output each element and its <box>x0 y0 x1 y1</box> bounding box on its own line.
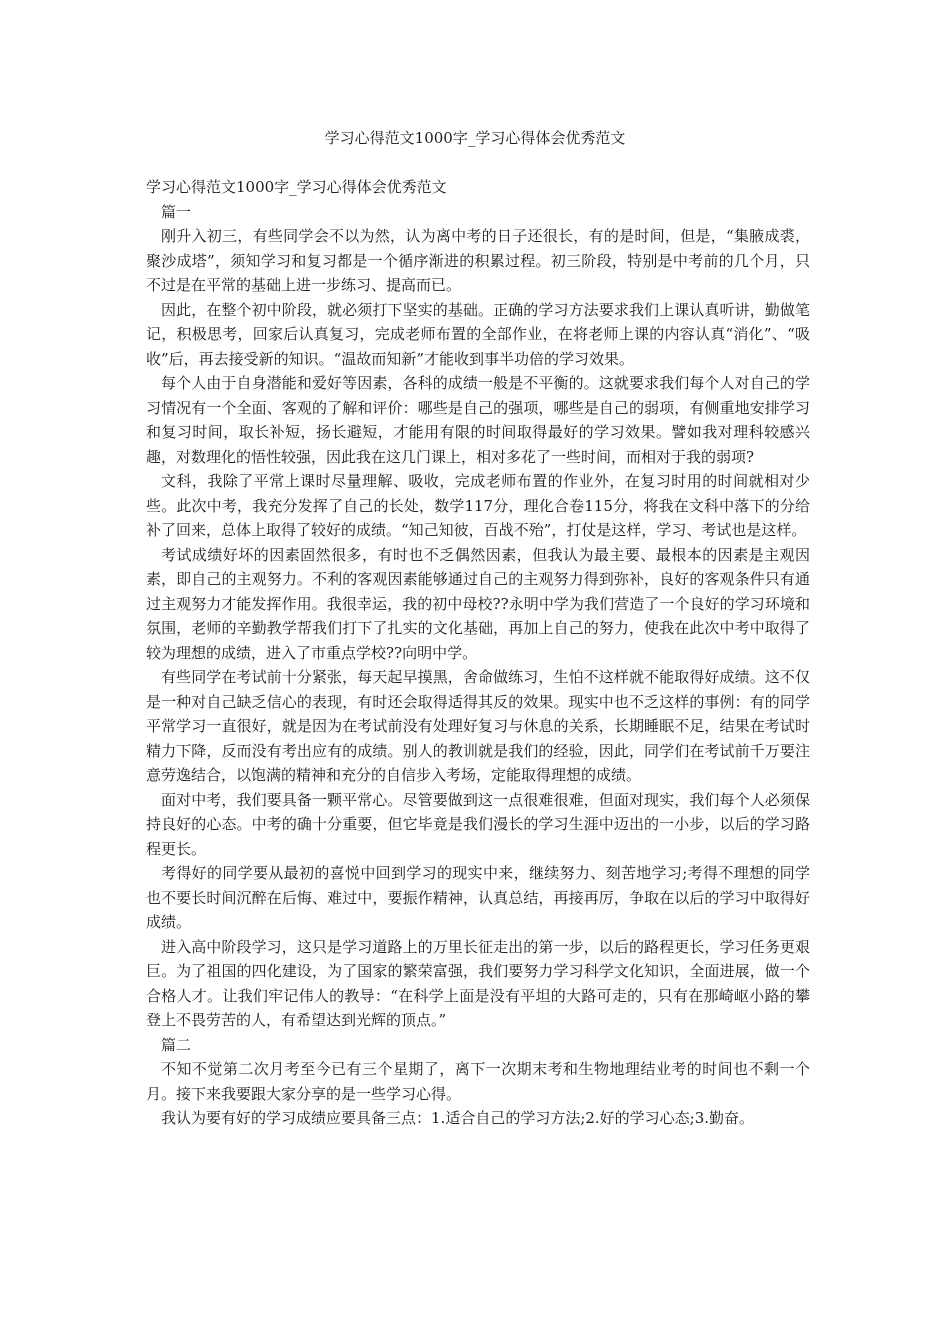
paragraph: 文科，我除了平常上课时尽量理解、吸收，完成老师布置的作业外，在复习时用的时间就相对少些。此次中考，我充分发挥了自己的长处，数学117分，理化合卷115分，将我在文科中落下的分给补了回来，总体上取得了较好的成绩。“知己知彼，百战不殆”，打仗是这样，学习、考试也是这样。 <box>146 472 810 539</box>
paragraph: 刚升入初三，有些同学会不以为然，认为离中考的日子还很长，有的是时间，但是，“集腋成裘，聚沙成塔”，须知学习和复习都是一个循序渐进的积累过程。初三阶段，特别是中考前的几个月，只不过是在平常的基础上进一步练习、提高而已。 <box>146 227 810 294</box>
paragraph: 有些同学在考试前十分紧张，每天起早摸黑，舍命做练习，生怕不这样就不能取得好成绩。这不仅是一种对自己缺乏信心的表现，有时还会取得适得其反的效果。现实中也不乏这样的事例：有的同学平常学习一直很好，就是因为在考试前没有处理好复习与休息的关系，长期睡眠不足，结果在考试时精力下降，反而没有考出应有的成绩。别人的教训就是我们的经验，因此，同学们在考试前千万要注意劳逸结合，以饱满的精神和充分的自信步入考场，定能取得理想的成绩。 <box>146 668 810 784</box>
paragraph: 考试成绩好坏的因素固然很多，有时也不乏偶然因素，但我认为最主要、最根本的因素是主观因素，即自己的主观努力。不利的客观因素能够通过自己的主观努力得到弥补，良好的客观条件只有通过主观努力才能发挥作用。我很幸运，我的初中母校??永明中学为我们营造了一个良好的学习环境和氛围，老师的辛勤教学帮我们打下了扎实的文化基础，再加上自己的努力，使我在此次中考中取得了较为理想的成绩，进入了市重点学校??向明中学。 <box>146 545 810 662</box>
document-body <box>146 175 810 1131</box>
section-label-2: 篇二 <box>161 1035 192 1054</box>
document-title: 学习心得范文1000字_学习心得体会优秀范文 <box>324 129 626 147</box>
paragraph: 我认为要有好的学习成绩应要具备三点：1.适合自己的学习方法;2.好的学习心态;3.勤奋。 <box>161 1109 755 1127</box>
paragraph: 不知不觉第二次月考至今已有三个星期了，离下一次期末考和生物地理结业考的时间也不剩一个月。接下来我要跟大家分享的是一些学习心得。 <box>146 1060 810 1103</box>
paragraph: 因此，在整个初中阶段，就必须打下坚实的基础。正确的学习方法要求我们上课认真听讲，勤做笔记，积极思考，回家后认真复习，完成老师布置的全部作业，在将老师上课的内容认真“消化”、“吸收”后，再去接受新的知识。“温故而知新”才能收到事半功倍的学习效果。 <box>146 300 810 368</box>
paragraph: 考得好的同学要从最初的喜悦中回到学习的现实中来，继续努力、刻苦地学习;考得不理想的同学也不要长时间沉醉在后悔、难过中，要振作精神，认真总结，再接再厉，争取在以后的学习中取得好成绩。 <box>146 864 810 931</box>
document-subtitle: 学习心得范文1000字_学习心得体会优秀范文 <box>146 178 447 196</box>
paragraph: 每个人由于自身潜能和爱好等因素，各科的成绩一般是不平衡的。这就要求我们每个人对自己的学习情况有一个全面、客观的了解和评价：哪些是自己的强项，哪些是自己的弱项，有侧重地安排学习和复习时间，取长补短，扬长避短，才能用有限的时间取得最好的学习效果。譬如我对理科较感兴趣，对数理化的悟性较强，因此我在这几门课上，相对多花了一些时间，而相对于我的弱项? <box>146 374 810 466</box>
paragraph: 进入高中阶段学习，这只是学习道路上的万里长征走出的第一步，以后的路程更长，学习任务更艰巨。为了祖国的四化建设，为了国家的繁荣富强，我们要努力学习科学文化知识，全面进展，做一个合格人才。让我们牢记伟人的教导：“在科学上面是没有平坦的大路可走的，只有在那崎岖小路的攀登上不畏劳苦的人，有希望达到光辉的顶点。” <box>146 937 810 1029</box>
paragraph: 面对中考，我们要具备一颗平常心。尽管要做到这一点很难很难，但面对现实，我们每个人必须保持良好的心态。中考的确十分重要，但它毕竟是我们漫长的学习生涯中迈出的一小步，以后的学习路程更长。 <box>146 790 810 858</box>
section-label-1: 篇一 <box>161 202 192 221</box>
